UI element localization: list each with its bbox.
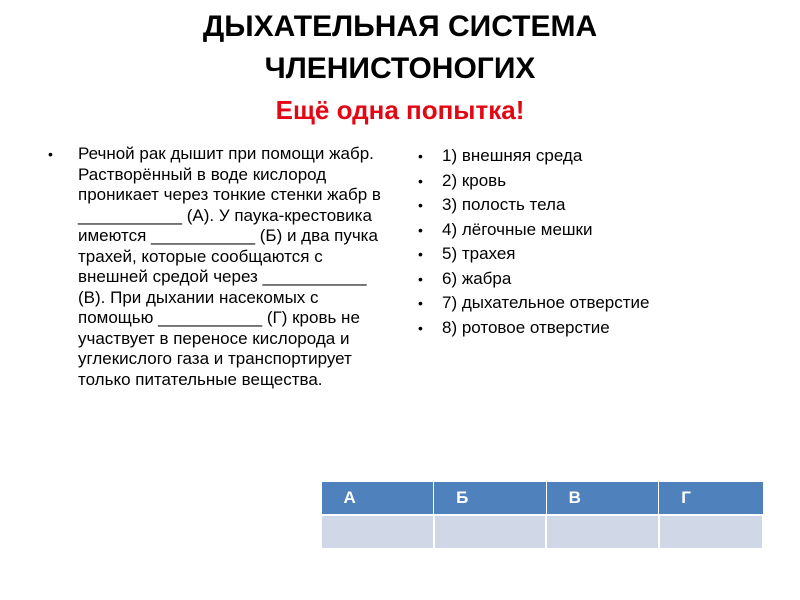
answer-header-b: Б bbox=[434, 482, 546, 516]
answer-table bbox=[320, 481, 764, 550]
option-item: • 2) кровь bbox=[418, 169, 758, 194]
bullet-icon: • bbox=[418, 172, 423, 189]
answer-header-a: А bbox=[321, 482, 434, 516]
answer-header-v: В bbox=[546, 482, 659, 516]
option-item: • 4) лёгочные мешки bbox=[418, 218, 758, 243]
option-item: • 5) трахея bbox=[418, 242, 758, 267]
bullet-icon: • bbox=[418, 295, 423, 311]
option-item: • 1) внешняя среда bbox=[418, 144, 758, 169]
page-title bbox=[0, 6, 800, 90]
answer-cell-a[interactable] bbox=[321, 515, 434, 549]
answer-cell-g[interactable] bbox=[659, 515, 763, 549]
bullet-icon: • bbox=[48, 146, 53, 162]
task-text: Речной рак дышит при помощи жабр. Растворённый в воде кислород проникает через тонкие стенки жабр в ___________ (А). У паука-крестовика имеются ___________ (Б) и два пучка трахей, которые сообщаются с внешней средой через ___________ (В). При дыхании насекомых с помощью ___________ (Г) кровь не участвует в переносе кислорода и углекислого газа и транспортирует только питательные вещества. bbox=[78, 144, 381, 389]
bullet-icon: • bbox=[418, 197, 423, 213]
options-list bbox=[418, 144, 758, 340]
title-line-2: ЧЛЕНИСТОНОГИХ bbox=[264, 52, 536, 85]
answer-cell-b[interactable] bbox=[434, 515, 546, 549]
option-item: • 6) жабра bbox=[418, 267, 758, 292]
answer-header-g: Г bbox=[659, 482, 763, 516]
answer-header-row bbox=[321, 482, 763, 516]
task-block bbox=[48, 144, 383, 390]
option-item: • 3) полость тела bbox=[418, 193, 758, 218]
bullet-icon: • bbox=[418, 221, 423, 238]
bullet-icon: • bbox=[418, 246, 423, 262]
title-line-1: ДЫХАТЕЛЬНАЯ СИСТЕМА bbox=[202, 10, 598, 43]
bullet-icon: • bbox=[418, 270, 423, 287]
option-item: • 7) дыхательное отверстие bbox=[418, 291, 758, 316]
answer-cell-v[interactable] bbox=[546, 515, 659, 549]
subtitle: Ещё одна попытка! bbox=[275, 95, 525, 125]
bullet-icon: • bbox=[418, 148, 423, 164]
bullet-icon: • bbox=[418, 319, 423, 336]
answer-input-row bbox=[321, 515, 763, 549]
option-item: • 8) ротовое отверстие bbox=[418, 316, 758, 341]
